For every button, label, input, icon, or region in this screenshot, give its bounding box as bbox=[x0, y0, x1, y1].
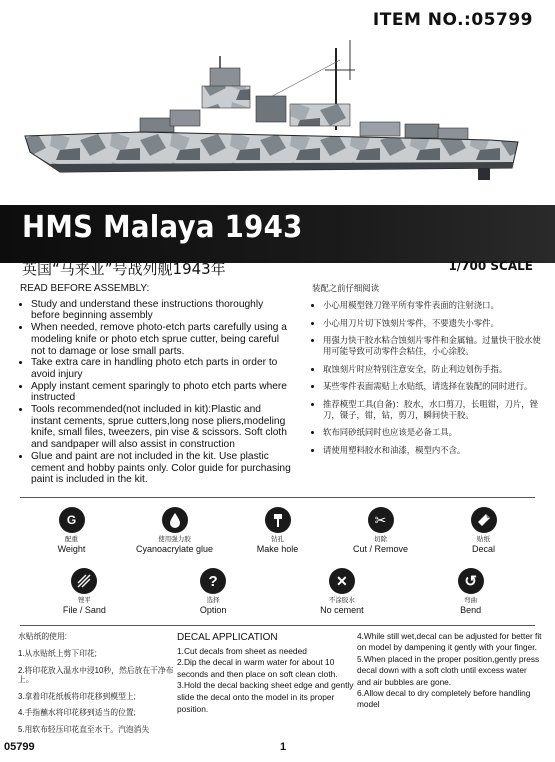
legend-en: Make hole bbox=[256, 544, 299, 554]
legend-decal bbox=[432, 507, 535, 554]
title-chinese: 英国“马来亚”号战列舰1943年 bbox=[22, 260, 226, 278]
before-assembly-cn-heading: 装配之前仔细阅读 bbox=[312, 283, 379, 293]
decal-heading: DECAL APPLICATION bbox=[177, 632, 278, 643]
decal-instructions-cn bbox=[18, 632, 178, 742]
list-item: 2.Dip the decal in warm water for about 10 seconds and then place on soft clean cloth. bbox=[177, 657, 338, 679]
list-item: 3.Hold the decal backing sheet edge and gently slide the decal onto the model in its proper position. bbox=[177, 680, 354, 714]
glue-drop-icon bbox=[162, 507, 188, 533]
list-item: • 软布同砂纸同时也应该是必备工具。 bbox=[323, 427, 542, 438]
before-assembly-en bbox=[20, 283, 292, 486]
weight-icon: G bbox=[59, 507, 85, 533]
list-item: • 请使用塑料胶水和油漆，模型内不含。 bbox=[323, 445, 542, 456]
legend-cn: 配重 bbox=[65, 536, 78, 543]
decal-instructions-en-cont bbox=[357, 631, 542, 711]
question-icon: ? bbox=[200, 568, 226, 594]
legend-cn: 钻孔 bbox=[271, 536, 284, 543]
list-item: 3.拿着印花纸板将印花移到模型上; bbox=[18, 691, 136, 701]
list-item: • 用强力快干胶水粘合蚀刻片零件和金属轴。过量快干胶水使用可能导致可动零件会粘住，小心涂胶。 bbox=[323, 335, 542, 357]
list-item: 5.When placed in the proper position,gently press decal down with a soft cloth until excess water and air bubbles are gone. bbox=[357, 653, 540, 687]
legend-en: File / Sand bbox=[62, 605, 106, 615]
decal-cn-heading: 水贴纸的使用: bbox=[18, 632, 67, 641]
legend-no-cement bbox=[278, 568, 407, 615]
legend-cn: 弯曲 bbox=[464, 597, 478, 604]
list-item: 1.从水贴纸上剪下印花; bbox=[18, 648, 97, 658]
list-item: 4.While still wet,decal can be adjusted for better fit on model by dampening it gently with your finger. bbox=[357, 631, 542, 653]
legend-en: No cement bbox=[320, 605, 364, 615]
before-assembly-cn bbox=[312, 283, 542, 462]
legend-cn: 使用强力胶 bbox=[158, 536, 191, 543]
list-item: • 取蚀刻片时应特别注意安全，防止利边划伤手指。 bbox=[323, 364, 542, 375]
list-item: • Tools recommended(not included in kit):Plastic and instant cements, sprue cutters,long nose pliers,modeling knife, small files, tweezers, pin vise & scissors. Soft cloth and sandpaper will also assist in construction bbox=[31, 404, 292, 451]
legend-file bbox=[20, 568, 149, 615]
drill-icon bbox=[265, 507, 291, 533]
legend-en: Bend bbox=[460, 605, 482, 615]
list-item: • When needed, remove photo-etch parts carefully using a modeling knife or photo etch sprue cutter, being careful not to damage or lose small parts. bbox=[31, 322, 292, 357]
scale-label: 1/700 SCALE bbox=[448, 259, 533, 273]
legend-option bbox=[149, 568, 278, 615]
page-number: 1 bbox=[280, 741, 287, 753]
list-item: • 推荐模型工具(自备)：胶水，水口剪刀，长咀钳，刀片，锉刀，镊子，钳，钻，剪刀，瞬间快干胶。 bbox=[323, 399, 542, 421]
no-cement-icon: ✕ bbox=[329, 568, 355, 594]
divider bbox=[20, 625, 535, 626]
cutter-icon: ✂ bbox=[368, 507, 394, 533]
before-assembly-heading: READ BEFORE ASSEMBLY: bbox=[20, 283, 150, 294]
decal-icon bbox=[471, 507, 497, 533]
legend-cn: 切除 bbox=[374, 536, 387, 543]
legend-en: Cut / Remove bbox=[352, 544, 409, 554]
list-item: • Apply instant cement sparingly to photo etch parts where instructed bbox=[31, 381, 292, 404]
page-title: HMS Malaya 1943 bbox=[22, 210, 303, 245]
legend-bend bbox=[406, 568, 535, 615]
symbol-legend-row-1 bbox=[20, 507, 535, 554]
file-icon bbox=[71, 568, 97, 594]
symbol-legend-row-2 bbox=[20, 568, 535, 615]
legend-weight bbox=[20, 507, 123, 554]
list-item: • 小心用模型锉刀锉平所有零件表面的注射浇口。 bbox=[323, 300, 542, 311]
legend-glue bbox=[123, 507, 226, 554]
legend-cn: 锉平 bbox=[77, 597, 91, 604]
legend-en: Decal bbox=[471, 544, 495, 554]
legend-en: Cyanoacrylate glue bbox=[135, 544, 214, 554]
legend-cn: 贴纸 bbox=[477, 536, 490, 543]
list-item: 6.Allow decal to dry completely before handling model bbox=[357, 688, 531, 710]
ship-illustration bbox=[20, 40, 535, 185]
list-item: • Take extra care in handling photo etch parts in order to avoid injury bbox=[31, 357, 292, 380]
list-item: • Study and understand these instructions thoroughly before beginning assembly bbox=[31, 299, 292, 322]
list-item: • 某些零件表面需贴上水贴纸，请选择在装配的同时进行。 bbox=[323, 381, 542, 392]
list-item: • 小心用刀片切下蚀刻片零件，不要遗失小零件。 bbox=[323, 318, 542, 329]
legend-en: Option bbox=[199, 605, 227, 615]
legend-cn: 不涂胶水 bbox=[328, 597, 355, 604]
list-item: 2.将印花放入温水中浸10秒，然后放在干净布上。 bbox=[18, 665, 174, 684]
list-item: 4.手指蘸水将印花移到适当的位置; bbox=[18, 708, 136, 718]
bend-icon: ↺ bbox=[458, 568, 484, 594]
divider bbox=[20, 497, 535, 498]
legend-en: Weight bbox=[57, 544, 86, 554]
list-item: 5.用软布轻压印花直至水干。汽泡消失 bbox=[18, 725, 150, 735]
legend-cn: 选择 bbox=[206, 597, 220, 604]
legend-hole bbox=[226, 507, 329, 554]
footer-item-code: 05799 bbox=[4, 741, 35, 753]
decal-instructions-en bbox=[177, 632, 355, 715]
list-item: 1.Cut decals from sheet as needed bbox=[177, 645, 307, 656]
list-item: • Glue and paint are not included in the kit. Use plastic cement and hobby paints only. Color guide for purchasing paint is included in the kit. bbox=[31, 451, 292, 486]
legend-cut bbox=[329, 507, 432, 554]
item-number: ITEM NO.:05799 bbox=[372, 10, 533, 30]
